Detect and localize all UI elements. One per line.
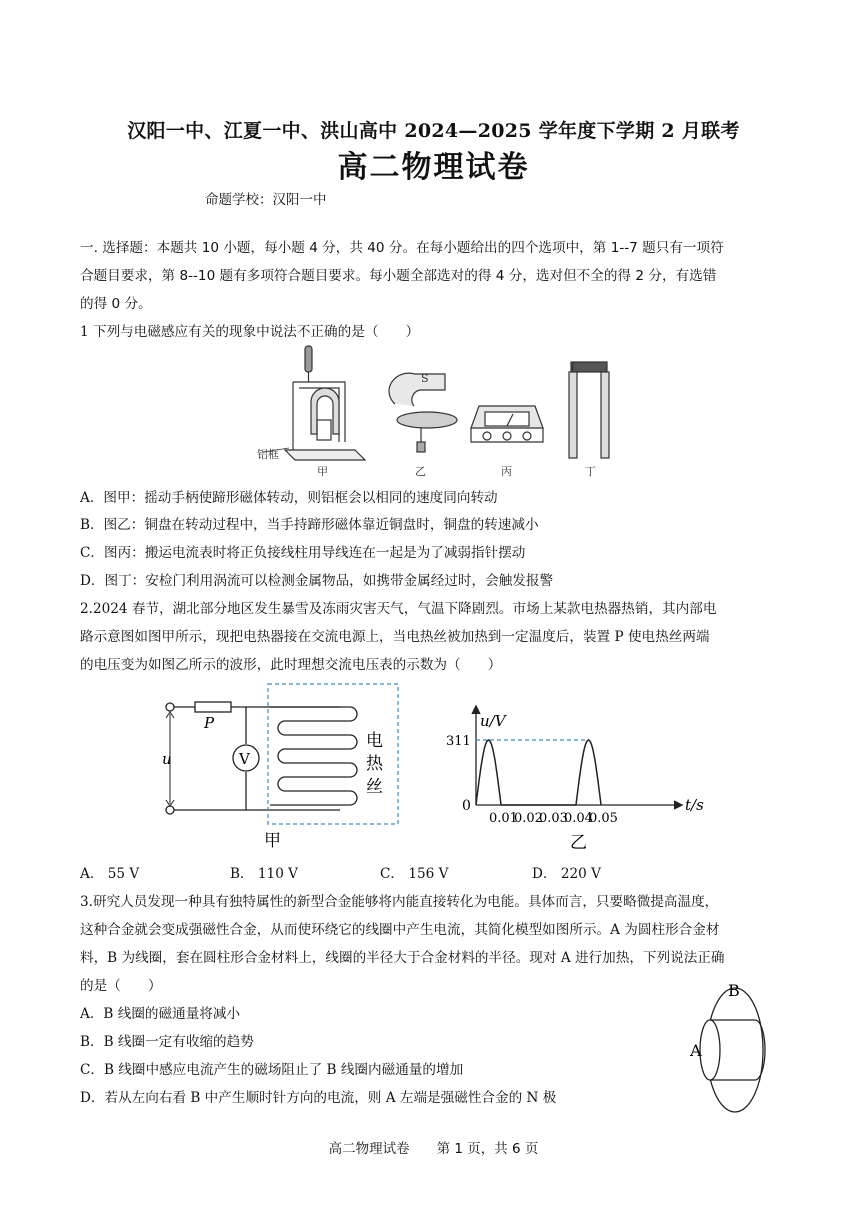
q3-option-b: B．B 线圈一定有收缩的趋势 (80, 1034, 254, 1050)
q2-graph (440, 700, 720, 855)
q1-figure-jia (263, 346, 365, 460)
q2-graph-label: 乙 (570, 833, 587, 853)
q3-label-b: B (728, 981, 740, 1000)
q3-stem-line-2: 这种合金就会变成强磁性合金，从而使环绕它的线圈中产生电流，其简化模型如图所示。A 为圆柱形合金材 (80, 922, 720, 938)
q2-option-c: C． 156 V (380, 866, 449, 882)
q3-label-a: A (690, 1041, 702, 1060)
q1-figure-yi (389, 373, 457, 452)
q3-stem-line-4: 的是（ ） (80, 978, 162, 994)
q2-circuit-heater-2: 热 (366, 754, 383, 774)
q2-graph-origin: 0 (462, 798, 471, 814)
exam-title: 汉阳一中、江夏一中、洪山高中 2024—2025 学年度下学期 2 月联考 (127, 120, 740, 142)
section-instructions-line-3: 的得 0 分。 (80, 296, 152, 312)
q2-graph-xtick: 0.05 (589, 811, 618, 826)
page-footer: 高二物理试卷 第 1 页，共 6 页 (328, 1141, 539, 1157)
svg-text:S: S (421, 372, 429, 385)
q3-option-c: C．B 线圈中感应电流产生的磁场阻止了 B 线圈内磁通量的增加 (80, 1062, 464, 1078)
q2-circuit-heater-3: 丝 (366, 777, 383, 797)
q1-figures (255, 342, 615, 482)
q2-stem-line-1: 2.2024 春节，湖北部分地区发生暴雪及冻雨灾害天气，气温下降剧烈。市场上某款电热器热销，其内部电 (80, 601, 717, 617)
q1-annotation-lvkuang: 铝框 (257, 448, 279, 461)
q2-option-b: B． 110 V (230, 866, 298, 882)
q2-circuit-label: 甲 (264, 831, 281, 851)
q1-label-ding: 丁 (585, 465, 596, 478)
q3-figure (680, 980, 800, 1116)
q1-label-yi: 乙 (415, 465, 426, 478)
q1-option-a: A．图甲：摇动手柄使蹄形磁体转动，则铝框会以相同的速度同向转动 (80, 490, 498, 506)
q2-graph-peak-label: 311 (446, 734, 471, 749)
q2-circuit-heater-1: 电 (366, 731, 383, 751)
q1-figure-bing (471, 406, 543, 442)
q2-option-a: A． 55 V (80, 866, 140, 882)
q1-option-d: D．图丁：安检门利用涡流可以检测金属物品，如携带金属经过时，会触发报警 (80, 573, 554, 589)
q1-stem: 1 下列与电磁感应有关的现象中说法不正确的是（ ） (80, 324, 420, 340)
q1-label-jia: 甲 (317, 465, 328, 478)
exam-school: 命题学校：汉阳一中 (205, 192, 327, 208)
q2-circuit-u: u (162, 750, 172, 768)
q2-stem-line-3: 的电压变为如图乙所示的波形，此时理想交流电压表的示数为（ ） (80, 657, 502, 673)
q2-circuit-v: V (239, 750, 250, 768)
q2-graph-ylabel: u/V (480, 712, 506, 730)
q1-figure-ding (569, 362, 609, 458)
exam-subtitle: 高二物理试卷 (337, 150, 530, 185)
q2-graph-xtick: 0.03 (539, 811, 568, 826)
q2-graph-xtick: 0.02 (514, 811, 543, 826)
q1-label-bing: 丙 (501, 465, 512, 478)
section-instructions-line-1: 一. 选择题：本题共 10 小题，每小题 4 分，共 40 分。在每小题给出的四个选项中，第 1--7 题只有一项符 (80, 240, 724, 256)
q2-graph-xtick: 0.04 (564, 811, 593, 826)
q1-option-b: B．图乙：铜盘在转动过程中，当手持蹄形磁体靠近铜盘时，铜盘的转速减小 (80, 517, 539, 533)
q2-stem-line-2: 路示意图如图甲所示，现把电热器接在交流电源上，当电热丝被加热到一定温度后，装置 P 使电热丝两端 (80, 629, 710, 645)
q2-option-d: D． 220 V (532, 866, 601, 882)
q2-graph-xlabel: t/s (685, 796, 704, 814)
q2-graph-curve (476, 740, 601, 805)
q2-graph-xtick: 0.01 (489, 811, 518, 826)
q2-circuit-p: P (204, 714, 215, 732)
q2-circuit (150, 680, 410, 855)
q3-stem-line-3: 料，B 为线圈，套在圆柱形合金材料上，线圈的半径大于合金材料的半径。现对 A 进行加热，下列说法正确 (80, 950, 725, 966)
q3-option-d: D．若从左向右看 B 中产生顺时针方向的电流，则 A 左端是强磁性合金的 N 极 (80, 1090, 557, 1106)
q1-option-c: C．图丙：搬运电流表时将正负接线柱用导线连在一起是为了减弱指针摆动 (80, 545, 526, 561)
q3-option-a: A．B 线圈的磁通量将减小 (80, 1006, 241, 1022)
section-instructions-line-2: 合题目要求，第 8--10 题有多项符合题目要求。每小题全部选对的得 4 分，选对但不全的得 2 分，有选错 (80, 268, 717, 284)
q3-stem-line-1: 3.研究人员发现一种具有独特属性的新型合金能够将内能直接转化为电能。具体而言，只要略微提高温度， (80, 894, 719, 910)
